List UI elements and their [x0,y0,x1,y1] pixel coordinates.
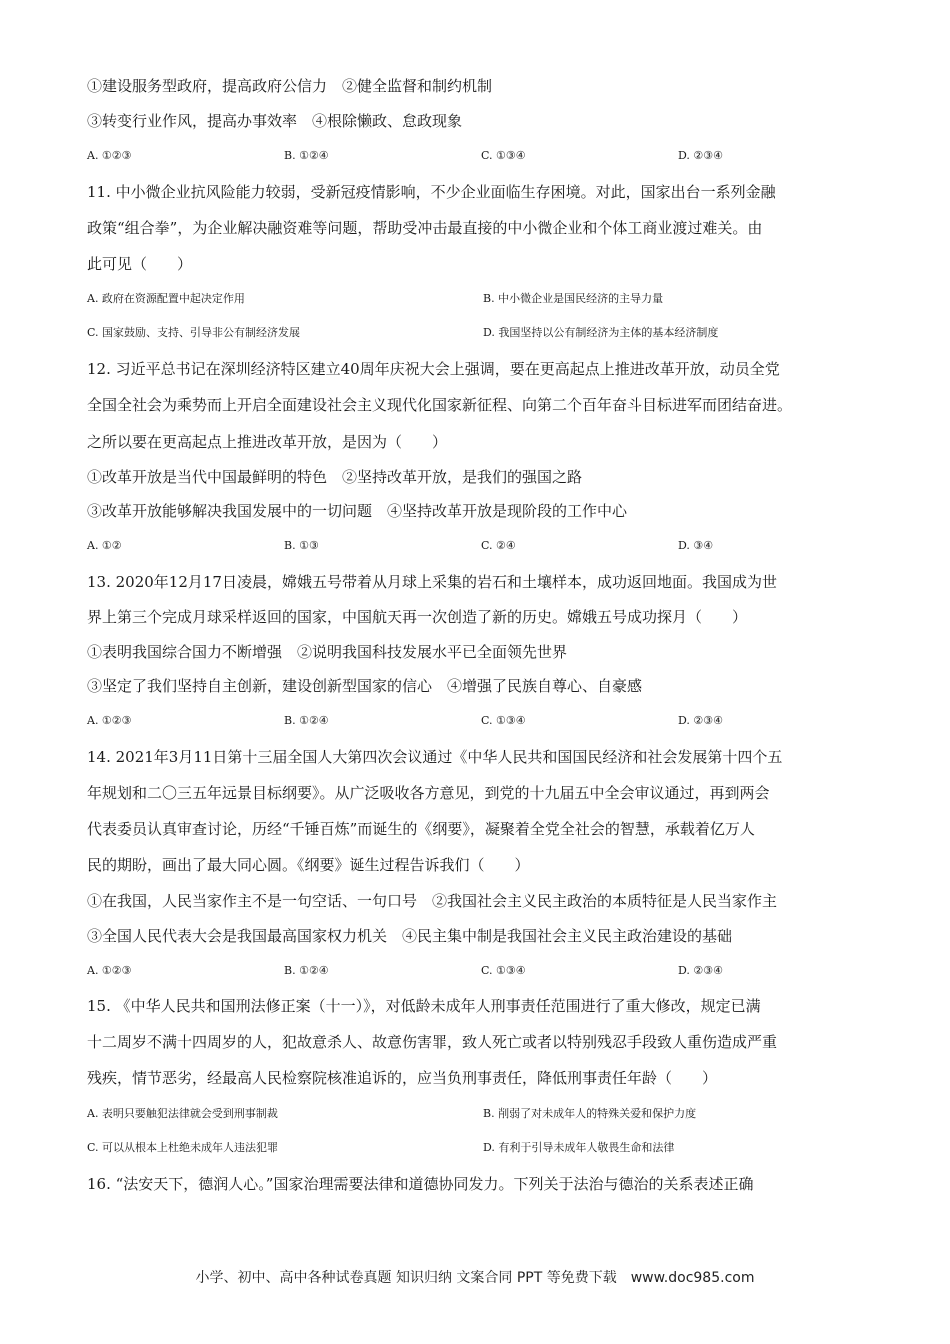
q12-statement-2: ③改革开放能够解决我国发展中的一切问题 ④坚持改革开放是现阶段的工作中心 [87,502,628,520]
q14-option-a[interactable]: A. ①②③ [87,964,132,977]
q15-stem-line-1: 15. 《中华人民共和国刑法修正案（十一）》，对低龄未成年人刑事责任范围进行了重大修改，规定已满 [87,997,761,1015]
q10-statement-1: ①建设服务型政府，提高政府公信力 ②健全监督和制约机制 [87,77,493,95]
q12-option-c[interactable]: C. ②④ [481,539,516,552]
q11-stem-line-3: 此可见（ ） [87,255,193,273]
q11-option-d[interactable]: D. 我国坚持以公有制经济为主体的基本经济制度 [483,326,719,339]
q14-option-c[interactable]: C. ①③④ [481,964,526,977]
q14-options [87,961,867,981]
q15-options-row-2 [87,1138,867,1158]
q10-statement-2: ③转变行业作风，提高办事效率 ④根除懒政、怠政现象 [87,112,463,130]
q11-options-row-2 [87,323,867,343]
q11-options-row-1 [87,289,867,309]
q12-option-d[interactable]: D. ③④ [678,539,714,552]
q13-options [87,711,867,731]
q10-option-d[interactable]: D. ②③④ [678,149,724,162]
q14-stem-line-1: 14. 2021年3月11日第十三届全国人大第四次会议通过《中华人民共和国国民经济和社会发展第十四个五 [87,748,783,766]
q13-statement-2: ③坚定了我们坚持自主创新，建设创新型国家的信心 ④增强了民族自尊心、自豪感 [87,677,643,695]
q12-stem-line-3: 之所以要在更高起点上推进改革开放，是因为（ ） [87,433,448,451]
q15-option-d[interactable]: D. 有利于引导未成年人敬畏生命和法律 [483,1141,675,1154]
q14-option-d[interactable]: D. ②③④ [678,964,724,977]
q13-option-b[interactable]: B. ①②④ [284,714,329,727]
q13-option-c[interactable]: C. ①③④ [481,714,526,727]
q14-stem-line-4: 民的期盼，画出了最大同心圆。《纲要》诞生过程告诉我们（ ） [87,856,530,874]
q10-option-c[interactable]: C. ①③④ [481,149,526,162]
q12-stem-line-1: 12. 习近平总书记在深圳经济特区建立40周年庆祝大会上强调，要在更高起点上推进改革开放，动员全党 [87,360,780,378]
q15-option-b[interactable]: B. 削弱了对未成年人的特殊关爱和保护力度 [483,1107,697,1120]
q13-stem-line-1: 13. 2020年12月17日凌晨，嫦娥五号带着从月球上采集的岩石和土壤样本，成功返回地面。我国成为世 [87,573,777,591]
q12-option-b[interactable]: B. ①③ [284,539,319,552]
q11-stem-line-1: 11. 中小微企业抗风险能力较弱，受新冠疫情影响，不少企业面临生存困境。对此，国家出台一系列金融 [87,183,776,201]
q14-stem-line-2: 年规划和二〇三五年远景目标纲要》。从广泛吸收各方意见，到党的十九届五中全会审议通过，再到两会 [87,784,770,802]
q12-statement-1: ①改革开放是当代中国最鲜明的特色 ②坚持改革开放，是我们的强国之路 [87,468,583,486]
q14-statement-1: ①在我国，人民当家作主不是一句空话、一句口号 ②我国社会主义民主政治的本质特征是人民当家作主 [87,892,778,910]
q11-option-c[interactable]: C. 国家鼓励、支持、引导非公有制经济发展 [87,326,301,339]
q12-option-a[interactable]: A. ①② [87,539,122,552]
q14-option-b[interactable]: B. ①②④ [284,964,329,977]
q11-stem-line-2: 政策“组合拳”，为企业解决融资难等问题，帮助受冲击最直接的中小微企业和个体工商业渡过难关。由 [87,219,763,237]
q16-stem-line-1: 16. “法安天下，德润人心。”国家治理需要法律和道德协同发力。下列关于法治与德治的关系表述正确 [87,1175,754,1193]
q15-stem-line-2: 十二周岁不满十四周岁的人，犯故意杀人、故意伤害罪，致人死亡或者以特别残忍手段致人重伤造成严重 [87,1033,778,1051]
q15-option-a[interactable]: A. 表明只要触犯法律就会受到刑事制裁 [87,1107,278,1120]
page-footer: 小学、初中、高中各种试卷真题 知识归纳 文案合同 PPT 等免费下载 www.doc985.com [195,1270,755,1286]
q15-option-c[interactable]: C. 可以从根本上杜绝未成年人违法犯罪 [87,1141,279,1154]
q15-stem-line-3: 残疾，情节恶劣，经最高人民检察院核准追诉的，应当负刑事责任，降低刑事责任年龄（ ） [87,1069,718,1087]
q12-options [87,536,867,556]
q13-option-a[interactable]: A. ①②③ [87,714,132,727]
q11-option-a[interactable]: A. 政府在资源配置中起决定作用 [87,292,245,305]
q12-stem-line-2: 全国全社会为乘势而上开启全面建设社会主义现代化国家新征程、向第二个百年奋斗目标进军而团结奋进。 [87,396,793,414]
q10-option-a[interactable]: A. ①②③ [87,149,132,162]
q15-options-row-1 [87,1104,867,1124]
q11-option-b[interactable]: B. 中小微企业是国民经济的主导力量 [483,292,664,305]
q14-statement-2: ③全国人民代表大会是我国最高国家权力机关 ④民主集中制是我国社会主义民主政治建设的基础 [87,927,733,945]
q13-stem-line-2: 界上第三个完成月球采样返回的国家，中国航天再一次创造了新的历史。嫦娥五号成功探月（ ） [87,608,748,626]
q14-stem-line-3: 代表委员认真审查讨论，历经“千锤百炼”而诞生的《纲要》，凝聚着全党全社会的智慧，承载着亿万人 [87,820,755,838]
q10-options [87,146,867,166]
q13-statement-1: ①表明我国综合国力不断增强 ②说明我国科技发展水平已全面领先世界 [87,643,568,661]
q13-option-d[interactable]: D. ②③④ [678,714,724,727]
q10-option-b[interactable]: B. ①②④ [284,149,329,162]
